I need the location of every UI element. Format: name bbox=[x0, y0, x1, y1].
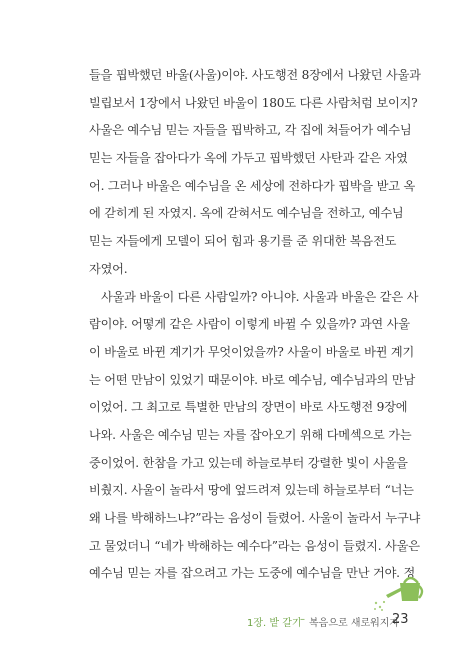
text-line: 믿는 자들을 잡아다가 옥에 가두고 핍박했던 사탄과 같은 자였 bbox=[89, 151, 408, 166]
text-line: 에 갇히게 된 자였지. 옥에 갇혀서도 예수님을 전하고, 예수님 bbox=[89, 206, 404, 221]
text-line: 빌립보서 1장에서 나왔던 바울이 180도 다른 사람처럼 보이지? bbox=[89, 95, 418, 110]
page-body-text bbox=[89, 62, 419, 588]
text-line: 들을 핍박했던 바울(사울)이야. 사도행전 8장에서 나왔던 사울과 bbox=[89, 68, 421, 82]
footer-separator: – bbox=[300, 614, 305, 625]
text-line: 어. 그러나 바울은 예수님을 온 세상에 전하다가 핍박을 받고 옥 bbox=[89, 178, 416, 193]
watering-can-icon bbox=[372, 573, 424, 611]
text-line: 는 어떤 만남이 있었기 때문이야. 바로 예수님, 예수님과의 만남 bbox=[89, 372, 416, 387]
text-line: 이 바울로 바뀐 계기가 무엇이었을까? 사울이 바울로 바뀐 계기 bbox=[89, 344, 415, 359]
book-title: 복음으로 새로워지자 bbox=[309, 618, 400, 629]
text-line: 나와. 사울은 예수님 믿는 자를 잡아오기 위해 다메섹으로 가는 bbox=[89, 427, 412, 442]
text-line: 고 물었더니 “네가 박해하는 예수다”라는 음성이 들렸지. 사울은 bbox=[89, 538, 420, 553]
page-number: 23 bbox=[392, 612, 409, 627]
text-line: 중이었어. 한참을 가고 있는데 하늘로부터 강렬한 빛이 사울을 bbox=[89, 455, 408, 470]
page-footer bbox=[0, 612, 470, 630]
text-line: 람이야. 어떻게 같은 사람이 이렇게 바뀔 수 있을까? 과연 사울 bbox=[89, 317, 410, 332]
text-line: 사울은 예수님 믿는 자들을 핍박하고, 각 집에 쳐들어가 예수님 bbox=[89, 123, 412, 138]
chapter-label: 1장. 밭 갈기 bbox=[247, 618, 302, 629]
text-line: 사울과 바울이 다른 사람일까? 아니야. 사울과 바울은 같은 사 bbox=[101, 289, 419, 304]
text-line: 왜 나를 박해하느냐?”라는 음성이 들렸어. 사울이 놀라서 누구냐 bbox=[89, 511, 421, 525]
text-line: 자였어. bbox=[89, 261, 128, 276]
text-line: 비췄지. 사울이 놀라서 땅에 엎드려져 있는데 하늘로부터 “너는 bbox=[89, 483, 414, 498]
text-line: 예수님 믿는 자를 잡으려고 가는 도중에 예수님을 만난 거야. 정 bbox=[89, 566, 416, 581]
text-line: 믿는 자들에게 모델이 되어 힘과 용기를 준 위대한 복음전도 bbox=[89, 234, 397, 249]
text-line: 이었어. 그 최고로 특별한 만남의 장면이 바로 사도행전 9장에 bbox=[89, 400, 408, 415]
